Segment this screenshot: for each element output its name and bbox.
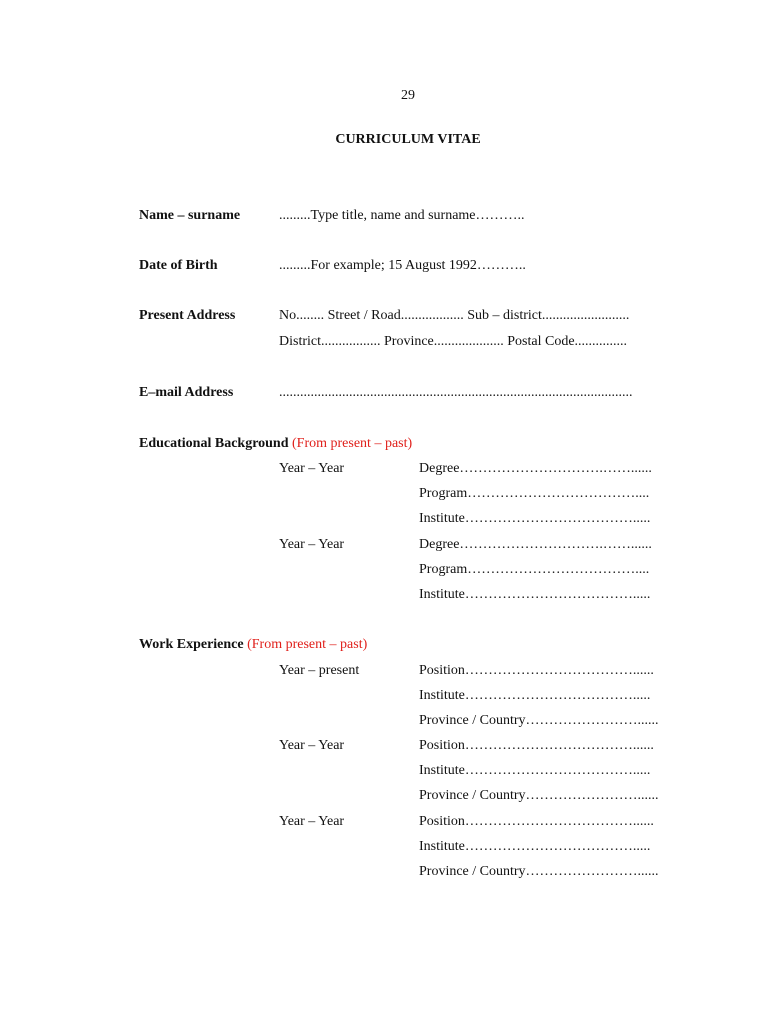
work-position: Position………………………………...... xyxy=(419,663,654,678)
work-province: Province / Country……………………...... xyxy=(419,788,659,803)
education-heading-row xyxy=(139,436,412,452)
work-heading: Work Experience xyxy=(139,637,244,652)
work-heading-row xyxy=(139,637,367,653)
work-years: Year – present xyxy=(279,663,360,678)
education-years: Year – Year xyxy=(279,537,345,552)
dob-value: .........For example; 15 August 1992……….. xyxy=(279,258,526,273)
work-institute: Institute………………………………..... xyxy=(419,763,651,778)
education-institute: Institute………………………………..... xyxy=(419,511,651,526)
work-years: Year – Year xyxy=(279,738,345,753)
work-position: Position………………………………...... xyxy=(419,814,654,829)
education-degree: Degree………………………….……...... xyxy=(419,461,652,476)
address-label: Present Address xyxy=(139,308,236,323)
address-line-1: No........ Street / Road.................. Sub – district......................... xyxy=(279,308,630,323)
address-line-2: District................. Province.................... Postal Code............... xyxy=(279,334,628,349)
education-note: (From present – past) xyxy=(292,436,413,451)
work-province: Province / Country……………………...... xyxy=(419,713,659,728)
education-program: Program……………………………….... xyxy=(419,486,650,501)
email-label: E–mail Address xyxy=(139,385,234,400)
name-label: Name – surname xyxy=(139,208,241,223)
education-program: Program……………………………….... xyxy=(419,562,650,577)
work-years: Year – Year xyxy=(279,814,345,829)
education-degree: Degree………………………….……...... xyxy=(419,537,652,552)
work-note: (From present – past) xyxy=(247,637,368,652)
name-value: .........Type title, name and surname……….. xyxy=(279,208,525,223)
work-province: Province / Country……………………...... xyxy=(419,864,659,879)
work-institute: Institute………………………………..... xyxy=(419,688,651,703)
email-value: ..................................................................................................... xyxy=(279,385,633,400)
document-title: CURRICULUM VITAE xyxy=(335,132,481,147)
education-years: Year – Year xyxy=(279,461,345,476)
dob-label: Date of Birth xyxy=(139,258,218,273)
education-heading: Educational Background xyxy=(139,436,289,451)
education-institute: Institute………………………………..... xyxy=(419,587,651,602)
work-institute: Institute………………………………..... xyxy=(419,839,651,854)
work-position: Position………………………………...... xyxy=(419,738,654,753)
page-number: 29 xyxy=(401,88,415,103)
